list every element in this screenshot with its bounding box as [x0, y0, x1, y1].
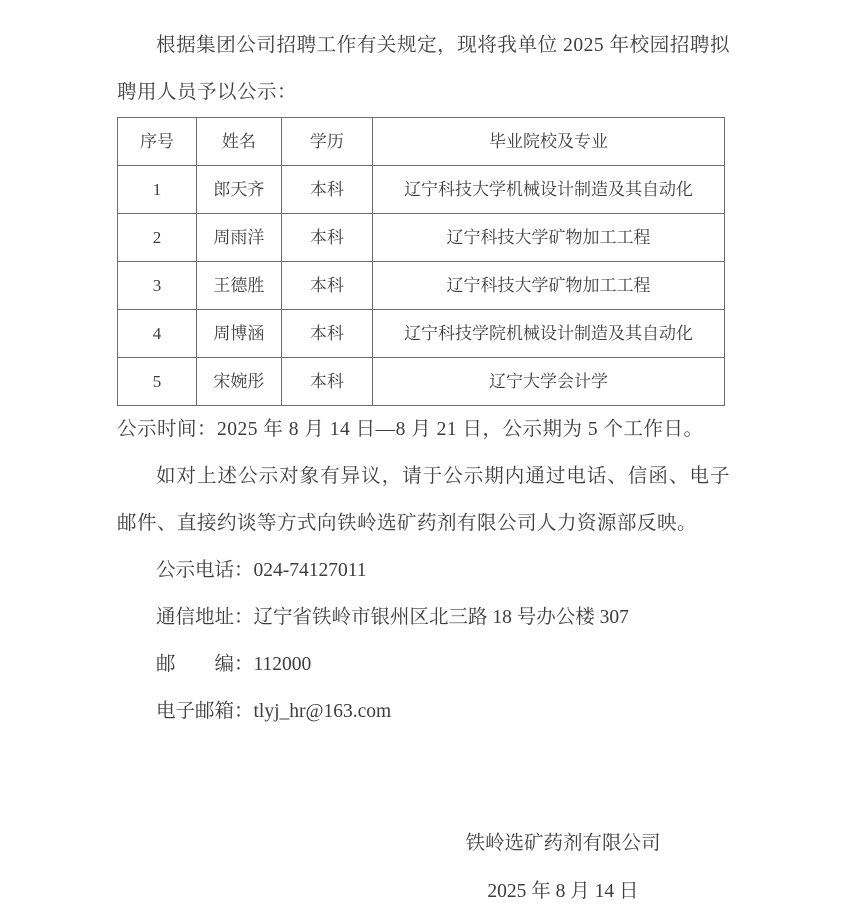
- table-row: [118, 358, 725, 406]
- contact-info-block: [117, 547, 730, 735]
- cell-education: 本科: [281, 310, 372, 358]
- cell-school-major: 辽宁科技大学矿物加工工程: [372, 214, 724, 262]
- cell-name: 王德胜: [196, 262, 281, 310]
- cell-index: 5: [118, 358, 197, 406]
- column-header-education: 学历: [281, 118, 372, 166]
- table-row: [118, 262, 725, 310]
- cell-index: 3: [118, 262, 197, 310]
- document-content: [117, 22, 730, 916]
- cell-name: 周博涵: [196, 310, 281, 358]
- table-row: [118, 310, 725, 358]
- table-header-row: [118, 118, 725, 166]
- contact-postcode-line: 邮 编：112000: [156, 654, 312, 675]
- contact-address-line: 通信地址：辽宁省铁岭市银州区北三路 18 号办公楼 307: [156, 607, 629, 628]
- table-row: [118, 214, 725, 262]
- cell-education: 本科: [281, 358, 372, 406]
- candidates-table: [117, 117, 725, 406]
- cell-education: 本科: [281, 214, 372, 262]
- signature-block: [397, 820, 729, 916]
- cell-school-major: 辽宁大学会计学: [372, 358, 724, 406]
- signature-company: 铁岭选矿药剂有限公司: [465, 833, 661, 854]
- cell-school-major: 辽宁科技学院机械设计制造及其自动化: [372, 310, 724, 358]
- cell-index: 2: [118, 214, 197, 262]
- cell-name: 郎天齐: [196, 166, 281, 214]
- column-header-name: 姓名: [196, 118, 281, 166]
- cell-education: 本科: [281, 166, 372, 214]
- signature-date: 2025 年 8 月 14 日: [487, 881, 639, 902]
- publicity-period-line: 公示时间：2025 年 8 月 14 日—8 月 21 日，公示期为 5 个工作日。: [117, 419, 704, 440]
- contact-phone-line: 公示电话：024-74127011: [156, 560, 367, 581]
- contact-email-line: 电子邮箱：tlyj_hr@163.com: [156, 701, 392, 722]
- table-row: [118, 166, 725, 214]
- cell-index: 4: [118, 310, 197, 358]
- cell-school-major: 辽宁科技大学机械设计制造及其自动化: [372, 166, 724, 214]
- cell-school-major: 辽宁科技大学矿物加工工程: [372, 262, 724, 310]
- column-header-index: 序号: [118, 118, 197, 166]
- cell-name: 宋婉彤: [196, 358, 281, 406]
- objection-paragraph: 如对上述公示对象有异议，请于公示期内通过电话、信函、电子邮件、直接约谈等方式向铁岭选矿药剂有限公司人力资源部反映。: [117, 466, 730, 534]
- cell-index: 1: [118, 166, 197, 214]
- cell-name: 周雨洋: [196, 214, 281, 262]
- intro-paragraph: 根据集团公司招聘工作有关规定，现将我单位 2025 年校园招聘拟聘用人员予以公示：: [117, 35, 730, 103]
- column-header-school-major: 毕业院校及专业: [372, 118, 724, 166]
- cell-education: 本科: [281, 262, 372, 310]
